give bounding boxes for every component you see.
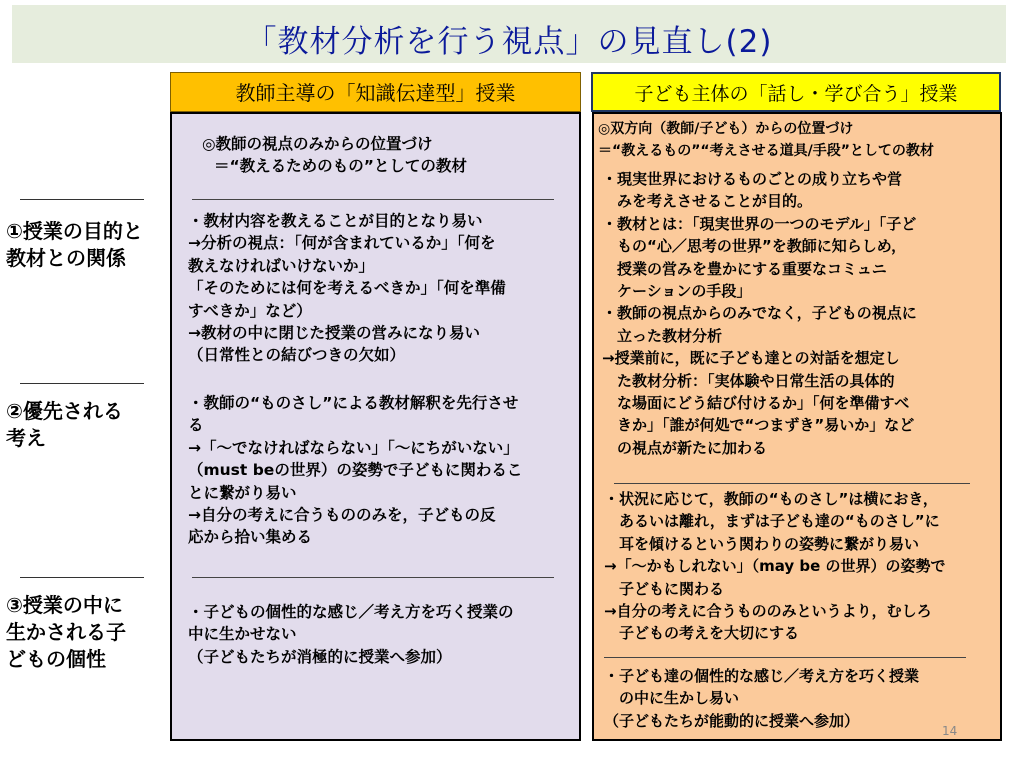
right-column-header: 子ども主体の「話し・学び合う」授業 (591, 72, 1001, 112)
right-divider (604, 657, 966, 658)
right-intro: ◎双方向（教師/子ども）からの位置づけ ＝“教えるもの”“考えさせる道具/手段”としての教材 (598, 121, 934, 160)
left-divider (192, 199, 554, 200)
left-column-header: 教師主導の「知識伝達型」授業 (170, 72, 581, 112)
row-label-purpose: ①授業の目的と 教材との関係 (6, 219, 143, 270)
left-intro: ◎教師の視点のみからの位置づけ ＝“教えるためのもの”としての教材 (202, 135, 467, 176)
right-section-purpose: ・現実世界におけるものごとの成り立ちや営 みを考えさせることが目的。 ・教材とは：「現実世界の一つのモデル」「子ど もの“心／思考の世界”を教師に知らしめ， 授業の営みを豊かにする重要なコミュニ ケーションの手段」 ・教師の視点からのみでなく，子どもの視点に 立った教材分析 →授業前に，既に子ども達との対話を想定し た教材分析：「実体験や日常生活の具体的 な場面にどう結び付けるか」「何を準備すべ きか」「誰が何処で“つまずき”易いか」など の視点が新たに加わる (602, 170, 917, 457)
right-section-individuality: ・子ども達の個性的な感じ／考え方を巧く授業 の中に生かし易い （子どもたちが能動的に授業へ参加） (604, 667, 920, 730)
left-section-priority: ・教師の“ものさし”による教材解釈を先行させ る →「～でなければならない」「～にちがいない」 （must beの世界）の姿勢で子どもに関わるこ とに繋がり易い →自分の考えに合うもののみを，子どもの反 応から拾い集める (188, 394, 523, 547)
page-number: 14 (942, 724, 958, 738)
slide-title: 「教材分析を行う視点」の見直し(2) (245, 24, 773, 60)
left-divider (192, 577, 554, 578)
row-label-individuality: ③授業の中に 生かされる子 どもの個性 (6, 593, 126, 671)
right-section-priority: ・状況に応じて，教師の“ものさし”は横におき， あるいは離れ，まずは子ども達の“ものさし”に 耳を傾けるという関わりの姿勢に繋がり易い →「～かもしれない」（may be の世界）の姿勢で 子どもに関わる →自分の考えに合うもののみというより，むしろ 子どもの考えを大切にする (604, 490, 946, 643)
title-bar (12, 5, 1006, 63)
row-divider (20, 577, 144, 578)
left-section-purpose: ・教材内容を教えることが目的となり易い →分析の視点：「何が含まれているか」「何を 教えなければいけないか」 「そのためには何を考えるべきか」「何を準備 すべきか」など） →教材の中に閉じた授業の営みになり易い （日常性との結びつきの欠如） (188, 212, 506, 365)
row-divider (20, 383, 144, 384)
row-label-priority: ②優先される 考え (6, 399, 123, 450)
row-divider (20, 199, 144, 200)
right-divider (614, 483, 970, 484)
left-section-individuality: ・子どもの個性的な感じ／考え方を巧く授業の 中に生かせない （子どもたちが消極的に授業へ参加） (188, 603, 514, 666)
